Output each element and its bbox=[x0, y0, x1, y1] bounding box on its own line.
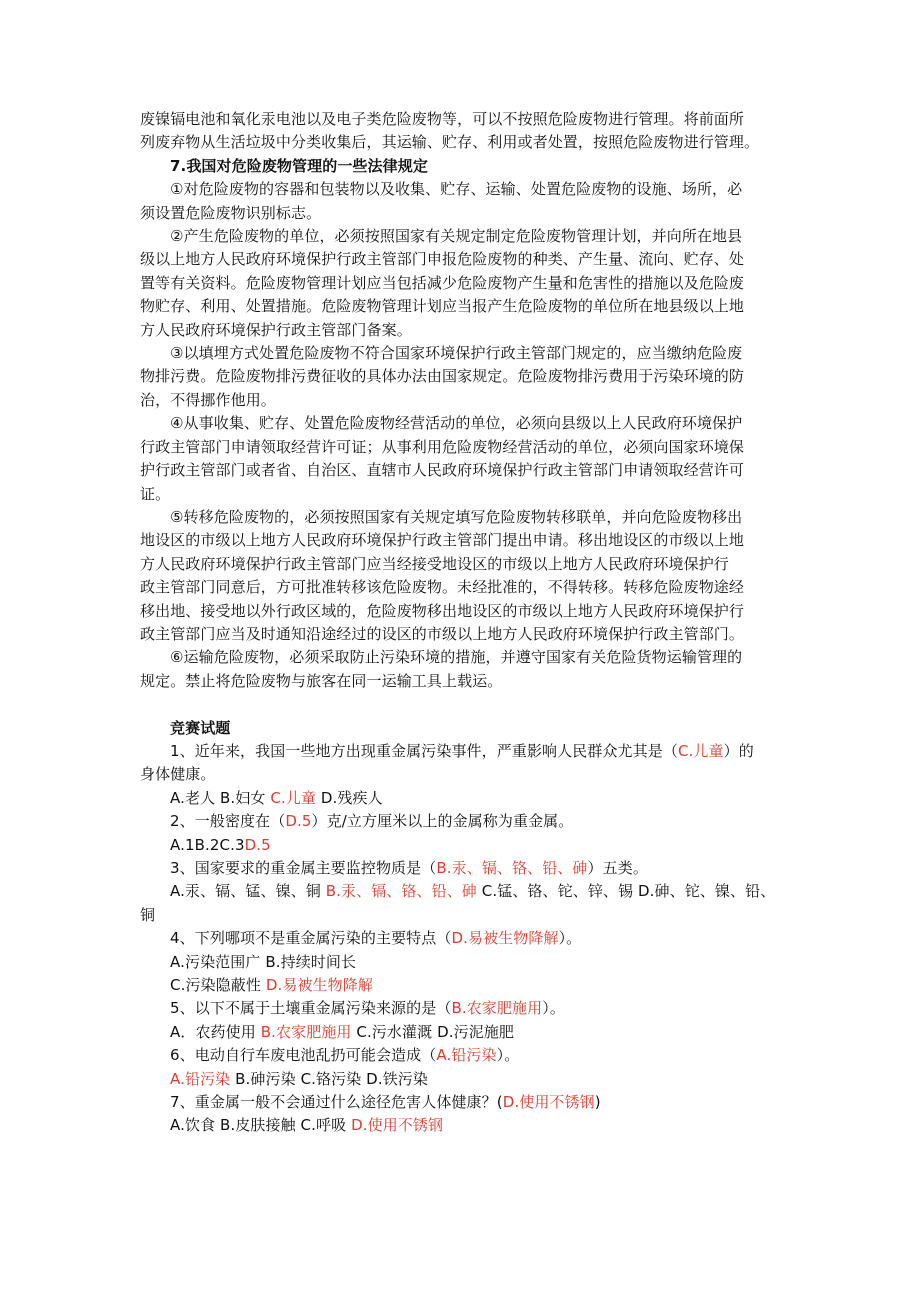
options-1: A.老人 B.妇女 C.儿童 D.残疾人 bbox=[170, 788, 383, 807]
quiz-title: 竞赛试题 bbox=[170, 718, 231, 737]
options-3: A.汞、镉、锰、镍、铜 B.汞、镉、铬、铅、砷 C.锰、铬、铊、锌、锡 D.砷、铊、镍、铅、 bbox=[170, 882, 776, 901]
answer-option: D.易被生物降解 bbox=[265, 976, 373, 995]
answer: A.铅污染 bbox=[436, 1046, 497, 1065]
options-7: A.饮食 B.皮肤接触 C.呼吸 D.使用不锈钢 bbox=[170, 1116, 444, 1135]
answer: D.5 bbox=[285, 812, 312, 831]
answer: D.易被生物降解 bbox=[451, 929, 559, 948]
law-item-3: ③以填埋方式处置危险废物不符合国家环境保护行政主管部门规定的，应当缴纳危险废 物排污费。危险废物排污费征收的具体办法由国家规定。危险废物排污费用于污染环境的防 治，不得挪作他用。 bbox=[140, 344, 745, 409]
intro-line: 废镍镉电池和氧化汞电池以及电子类危险废物等，可以不按照危险废物进行管理。将前面所 bbox=[140, 110, 745, 128]
spacer bbox=[140, 693, 782, 716]
law-item-2: ②产生危险废物的单位，必须按照国家有关规定制定危险废物管理计划，并向所在地县 级以上地方人民政府环境保护行政主管部门申报危险废物的种类、产生量、流向、贮存、处 置等有关资料。危险废物管理计划应当包括减少危险废物产生量和危害性的措施以及危险废 物贮存、利用、处置措施。危险废物管理计划应当报产生危险废物的单位所在地县级以上地 方人民政府环境保护行政主管部门备案。 bbox=[140, 227, 745, 339]
answer-option: B.汞、镉、铬、铅、砷 bbox=[325, 882, 477, 901]
intro-line: 列废弃物从生活垃圾中分类收集后，其运输、贮存、利用或者处置，按照危险废物进行管理。 bbox=[140, 133, 760, 152]
options-2: A.1B.2C.3D.5 bbox=[170, 835, 271, 854]
options-6: A.铅污染 B.砷污染 C.铬污染 D.铁污染 bbox=[170, 1069, 429, 1088]
options-4a: A.污染范围广 B.持续时间长 bbox=[170, 952, 357, 971]
law-item-4: ④从事收集、贮存、处置危险废物经营活动的单位，必须向县级以上人民政府环境保护 行政主管部门申请领取经营许可证；从事利用危险废物经营活动的单位，必须向国家环境保 护行政主管部门或者省、自治区、直辖市人民政府环境保护行政主管部门申请领取经营许可 证。 bbox=[140, 414, 745, 503]
answer-option: A.铅污染 bbox=[170, 1069, 231, 1088]
law-item-1: ①对危险废物的容器和包装物以及收集、贮存、运输、处置危险废物的设施、场所，必 须设置危险废物识别标志。 bbox=[140, 180, 743, 222]
document-page bbox=[140, 108, 782, 1138]
question-5: 5、以下不属于土壤重金属污染来源的是（B.农家肥施用）。 bbox=[170, 999, 565, 1018]
section-heading: 7.我国对危险废物管理的一些法律规定 bbox=[170, 156, 428, 175]
question-1: 1、近年来，我国一些地方出现重金属污染事件，严重影响人民群众尤其是（C.儿童）的 bbox=[170, 741, 754, 760]
question-2: 2、一般密度在（D.5）克/立方厘米以上的金属称为重金属。 bbox=[170, 812, 574, 831]
answer-option: B.农家肥施用 bbox=[260, 1022, 352, 1041]
question-4: 4、下列哪项不是重金属污染的主要特点（D.易被生物降解）。 bbox=[170, 929, 582, 948]
options-5: A．农药使用 B.农家肥施用 C.污水灌溉 D.污泥施肥 bbox=[170, 1022, 514, 1041]
question-1-cont: 身体健康。 bbox=[140, 765, 216, 784]
law-item-6: ⑥运输危险废物，必须采取防止污染环境的措施，并遵守国家有关危险货物运输管理的 规定。禁止将危险废物与旅客在同一运输工具上载运。 bbox=[140, 648, 743, 690]
answer-option: D.使用不锈钢 bbox=[351, 1116, 444, 1135]
answer: B.汞、镉、铬、铅、砷 bbox=[436, 858, 588, 877]
question-6: 6、电动自行车废电池乱扔可能会造成（A.铅污染）。 bbox=[170, 1046, 520, 1065]
question-3: 3、国家要求的重金属主要监控物质是（B.汞、镉、铬、铅、砷）五类。 bbox=[170, 858, 648, 877]
question-7: 7、重金属一般不会通过什么途径危害人体健康？(D.使用不锈钢) bbox=[170, 1093, 601, 1112]
answer-option: D.5 bbox=[244, 835, 271, 854]
answer: B.农家肥施用 bbox=[451, 999, 543, 1018]
answer: C.儿童 bbox=[677, 741, 724, 760]
answer-option: C.儿童 bbox=[270, 788, 317, 807]
answer: D.使用不锈钢 bbox=[502, 1093, 595, 1112]
law-item-5: ⑤转移危险废物的，必须按照国家有关规定填写危险废物转移联单，并向危险废物移出 地设区的市级以上地方人民政府环境保护行政主管部门提出申请。移出地设区的市级以上地 方人民政府环境保护行政主管部门应当经接受地设区的市级以上地方人民政府环境保护行 政主管部门同意后，方可批准转移该危险废物。未经批准的，不得转移。转移危险废物途经 移出地、接受地以外行政区域的，危险废物移出地设区的市级以上地方人民政府环境保护行 政主管部门应当及时通知沿途经过的设区的市级以上地方人民政府环境保护行政主管部门。 bbox=[140, 507, 745, 643]
options-4b: C.污染隐蔽性 D.易被生物降解 bbox=[170, 976, 373, 995]
options-3-cont: 铜 bbox=[140, 905, 156, 924]
